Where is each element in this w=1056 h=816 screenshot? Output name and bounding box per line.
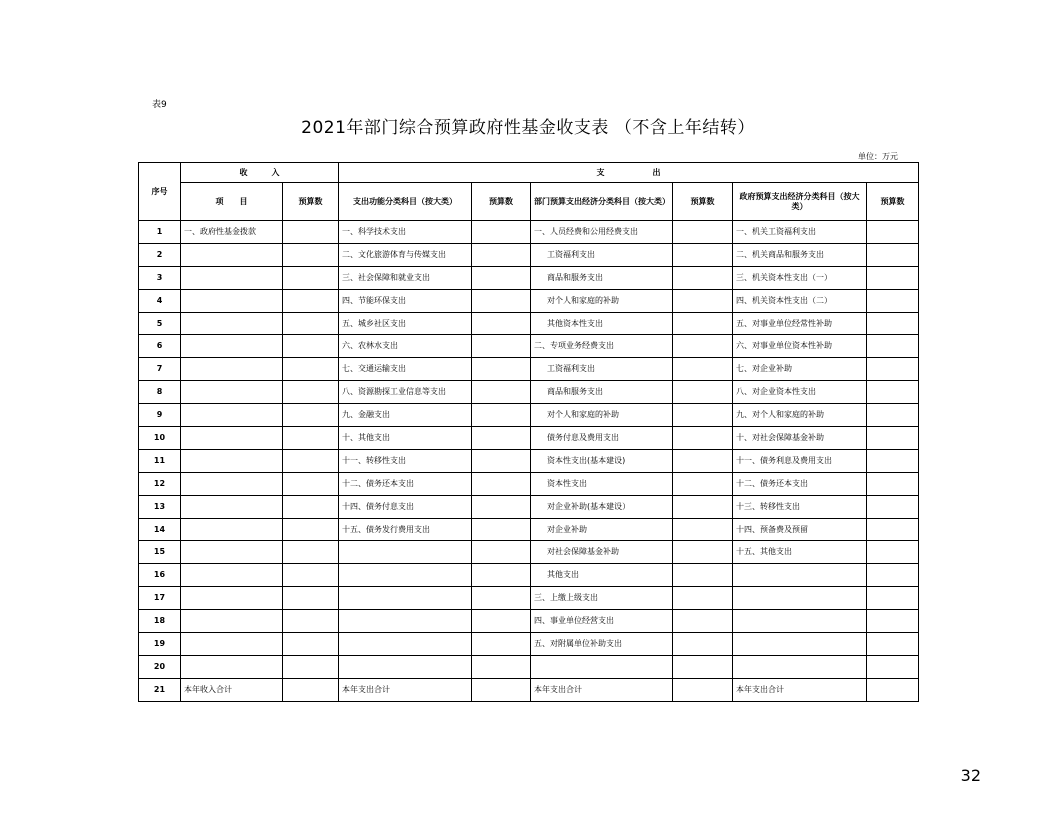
income-item-cell <box>181 289 283 312</box>
dept-budget-cell <box>673 381 733 404</box>
gov-econ-cell: 十二、债务还本支出 <box>733 472 867 495</box>
func-budget-cell <box>472 404 531 427</box>
func-class-cell: 七、交通运输支出 <box>339 358 472 381</box>
dept-econ-cell: 四、事业单位经营支出 <box>531 610 673 633</box>
func-class-cell: 二、文化旅游体育与传媒支出 <box>339 243 472 266</box>
header-budget: 预算数 <box>867 183 919 221</box>
income-budget-cell <box>283 564 339 587</box>
func-class-cell <box>339 610 472 633</box>
table-row <box>139 587 919 610</box>
unit-label: 单位：万元 <box>858 152 898 161</box>
header-budget: 预算数 <box>283 183 339 221</box>
table-row <box>139 221 919 244</box>
table-row <box>139 335 919 358</box>
func-class-cell: 一、科学技术支出 <box>339 221 472 244</box>
func-class-cell: 十、其他支出 <box>339 427 472 450</box>
gov-econ-cell: 本年支出合计 <box>733 678 867 701</box>
func-budget-cell <box>472 495 531 518</box>
table-row <box>139 472 919 495</box>
table-row <box>139 449 919 472</box>
gov-budget-cell <box>867 564 919 587</box>
func-budget-cell <box>472 564 531 587</box>
income-budget-cell <box>283 587 339 610</box>
func-class-cell: 本年支出合计 <box>339 678 472 701</box>
gov-econ-cell: 一、机关工资福利支出 <box>733 221 867 244</box>
gov-budget-cell <box>867 312 919 335</box>
table-row <box>139 381 919 404</box>
header-expense: 支 出 <box>339 163 919 183</box>
dept-budget-cell <box>673 495 733 518</box>
income-item-cell: 一、政府性基金拨款 <box>181 221 283 244</box>
dept-budget-cell <box>673 518 733 541</box>
income-item-cell <box>181 427 283 450</box>
seq-cell: 21 <box>139 678 181 701</box>
gov-econ-cell: 六、对事业单位资本性补助 <box>733 335 867 358</box>
income-item-cell <box>181 472 283 495</box>
dept-budget-cell <box>673 427 733 450</box>
func-budget-cell <box>472 472 531 495</box>
func-budget-cell <box>472 266 531 289</box>
seq-cell: 6 <box>139 335 181 358</box>
func-class-cell: 九、金融支出 <box>339 404 472 427</box>
income-item-cell <box>181 381 283 404</box>
seq-cell: 14 <box>139 518 181 541</box>
income-item-cell <box>181 449 283 472</box>
income-item-cell <box>181 358 283 381</box>
income-item-cell <box>181 518 283 541</box>
gov-econ-cell: 九、对个人和家庭的补助 <box>733 404 867 427</box>
dept-budget-cell <box>673 449 733 472</box>
gov-econ-cell: 四、机关资本性支出（二） <box>733 289 867 312</box>
gov-econ-cell <box>733 610 867 633</box>
income-budget-cell <box>283 678 339 701</box>
dept-econ-cell: 对个人和家庭的补助 <box>531 289 673 312</box>
seq-cell: 9 <box>139 404 181 427</box>
func-budget-cell <box>472 427 531 450</box>
dept-budget-cell <box>673 655 733 678</box>
income-budget-cell <box>283 655 339 678</box>
income-budget-cell <box>283 289 339 312</box>
func-class-cell <box>339 564 472 587</box>
gov-econ-cell: 二、机关商品和服务支出 <box>733 243 867 266</box>
header-gov-econ-class: 政府预算支出经济分类科目（按大类） <box>733 183 867 221</box>
seq-cell: 16 <box>139 564 181 587</box>
func-class-cell <box>339 587 472 610</box>
income-item-cell <box>181 564 283 587</box>
seq-cell: 20 <box>139 655 181 678</box>
income-budget-cell <box>283 472 339 495</box>
income-item-cell <box>181 243 283 266</box>
dept-budget-cell <box>673 312 733 335</box>
seq-cell: 11 <box>139 449 181 472</box>
dept-econ-cell: 资本性支出(基本建设) <box>531 449 673 472</box>
seq-cell: 1 <box>139 221 181 244</box>
income-item-cell <box>181 495 283 518</box>
gov-budget-cell <box>867 381 919 404</box>
income-budget-cell <box>283 633 339 656</box>
income-budget-cell <box>283 266 339 289</box>
income-budget-cell <box>283 381 339 404</box>
header-budget: 预算数 <box>673 183 733 221</box>
seq-cell: 18 <box>139 610 181 633</box>
header-income: 收 入 <box>181 163 339 183</box>
income-item-cell <box>181 335 283 358</box>
dept-budget-cell <box>673 472 733 495</box>
table-row <box>139 518 919 541</box>
gov-budget-cell <box>867 678 919 701</box>
dept-econ-cell: 其他资本性支出 <box>531 312 673 335</box>
income-budget-cell <box>283 312 339 335</box>
dept-econ-cell: 五、对附属单位补助支出 <box>531 633 673 656</box>
seq-cell: 12 <box>139 472 181 495</box>
income-item-cell <box>181 610 283 633</box>
seq-cell: 2 <box>139 243 181 266</box>
table-row <box>139 404 919 427</box>
func-budget-cell <box>472 243 531 266</box>
gov-budget-cell <box>867 358 919 381</box>
func-class-cell <box>339 655 472 678</box>
income-budget-cell <box>283 427 339 450</box>
func-class-cell: 八、资源勘探工业信息等支出 <box>339 381 472 404</box>
dept-econ-cell: 对企业补助(基本建设） <box>531 495 673 518</box>
gov-econ-cell: 十一、债务利息及费用支出 <box>733 449 867 472</box>
table-row <box>139 289 919 312</box>
dept-econ-cell: 工资福利支出 <box>531 358 673 381</box>
gov-econ-cell: 五、对事业单位经常性补助 <box>733 312 867 335</box>
page-title: 2021年部门综合预算政府性基金收支表 （不含上年结转） <box>301 118 755 138</box>
dept-econ-cell: 商品和服务支出 <box>531 381 673 404</box>
header-seq: 序号 <box>139 163 181 221</box>
header-budget: 预算数 <box>472 183 531 221</box>
income-budget-cell <box>283 610 339 633</box>
table-row <box>139 564 919 587</box>
dept-budget-cell <box>673 221 733 244</box>
gov-budget-cell <box>867 289 919 312</box>
table-row <box>139 495 919 518</box>
gov-budget-cell <box>867 587 919 610</box>
func-budget-cell <box>472 633 531 656</box>
seq-cell: 8 <box>139 381 181 404</box>
income-item-cell <box>181 312 283 335</box>
table-row <box>139 610 919 633</box>
dept-econ-cell: 对社会保障基金补助 <box>531 541 673 564</box>
seq-cell: 15 <box>139 541 181 564</box>
table-row <box>139 633 919 656</box>
dept-econ-cell: 工资福利支出 <box>531 243 673 266</box>
dept-econ-cell: 对企业补助 <box>531 518 673 541</box>
func-budget-cell <box>472 312 531 335</box>
func-budget-cell <box>472 587 531 610</box>
income-budget-cell <box>283 243 339 266</box>
seq-cell: 19 <box>139 633 181 656</box>
table-row <box>139 312 919 335</box>
seq-cell: 13 <box>139 495 181 518</box>
gov-econ-cell: 十五、其他支出 <box>733 541 867 564</box>
dept-budget-cell <box>673 587 733 610</box>
gov-budget-cell <box>867 243 919 266</box>
budget-table <box>138 162 919 702</box>
func-budget-cell <box>472 449 531 472</box>
table-number-label: 表9 <box>152 100 167 110</box>
dept-budget-cell <box>673 564 733 587</box>
dept-econ-cell: 二、专项业务经费支出 <box>531 335 673 358</box>
dept-econ-cell: 资本性支出 <box>531 472 673 495</box>
seq-cell: 4 <box>139 289 181 312</box>
dept-econ-cell: 债务付息及费用支出 <box>531 427 673 450</box>
income-item-cell <box>181 633 283 656</box>
gov-budget-cell <box>867 518 919 541</box>
func-class-cell: 六、农林水支出 <box>339 335 472 358</box>
dept-econ-cell: 对个人和家庭的补助 <box>531 404 673 427</box>
gov-budget-cell <box>867 472 919 495</box>
income-budget-cell <box>283 358 339 381</box>
func-class-cell: 十五、债务发行费用支出 <box>339 518 472 541</box>
gov-budget-cell <box>867 495 919 518</box>
income-budget-cell <box>283 495 339 518</box>
dept-budget-cell <box>673 633 733 656</box>
income-item-cell <box>181 541 283 564</box>
seq-cell: 17 <box>139 587 181 610</box>
header-item: 项 目 <box>181 183 283 221</box>
income-budget-cell <box>283 404 339 427</box>
gov-econ-cell <box>733 564 867 587</box>
dept-econ-cell: 其他支出 <box>531 564 673 587</box>
func-budget-cell <box>472 518 531 541</box>
gov-budget-cell <box>867 610 919 633</box>
income-budget-cell <box>283 449 339 472</box>
gov-budget-cell <box>867 221 919 244</box>
table-row <box>139 358 919 381</box>
gov-budget-cell <box>867 633 919 656</box>
seq-cell: 10 <box>139 427 181 450</box>
dept-budget-cell <box>673 678 733 701</box>
income-budget-cell <box>283 518 339 541</box>
func-budget-cell <box>472 358 531 381</box>
income-budget-cell <box>283 541 339 564</box>
func-class-cell: 五、城乡社区支出 <box>339 312 472 335</box>
func-budget-cell <box>472 381 531 404</box>
dept-budget-cell <box>673 243 733 266</box>
header-dept-econ-class: 部门预算支出经济分类科目（按大类） <box>531 183 673 221</box>
header-func-class: 支出功能分类科目（按大类） <box>339 183 472 221</box>
gov-econ-cell: 十、对社会保障基金补助 <box>733 427 867 450</box>
gov-econ-cell: 七、对企业补助 <box>733 358 867 381</box>
func-budget-cell <box>472 541 531 564</box>
dept-budget-cell <box>673 358 733 381</box>
income-item-cell <box>181 404 283 427</box>
page-number: 32 <box>960 766 981 785</box>
table-row <box>139 655 919 678</box>
gov-budget-cell <box>867 404 919 427</box>
func-class-cell <box>339 633 472 656</box>
gov-budget-cell <box>867 655 919 678</box>
func-class-cell: 十四、债务付息支出 <box>339 495 472 518</box>
income-budget-cell <box>283 221 339 244</box>
func-budget-cell <box>472 610 531 633</box>
gov-budget-cell <box>867 266 919 289</box>
gov-econ-cell <box>733 633 867 656</box>
gov-budget-cell <box>867 449 919 472</box>
income-item-cell: 本年收入合计 <box>181 678 283 701</box>
dept-budget-cell <box>673 266 733 289</box>
gov-budget-cell <box>867 427 919 450</box>
func-class-cell: 三、社会保障和就业支出 <box>339 266 472 289</box>
seq-cell: 5 <box>139 312 181 335</box>
func-class-cell <box>339 541 472 564</box>
dept-budget-cell <box>673 404 733 427</box>
dept-econ-cell: 三、上缴上级支出 <box>531 587 673 610</box>
gov-budget-cell <box>867 541 919 564</box>
table-row <box>139 266 919 289</box>
func-class-cell: 四、节能环保支出 <box>339 289 472 312</box>
table-row <box>139 427 919 450</box>
dept-budget-cell <box>673 610 733 633</box>
gov-budget-cell <box>867 335 919 358</box>
func-budget-cell <box>472 221 531 244</box>
func-class-cell: 十一、转移性支出 <box>339 449 472 472</box>
gov-econ-cell: 十三、转移性支出 <box>733 495 867 518</box>
dept-budget-cell <box>673 541 733 564</box>
gov-econ-cell <box>733 587 867 610</box>
func-budget-cell <box>472 655 531 678</box>
dept-econ-cell: 商品和服务支出 <box>531 266 673 289</box>
gov-econ-cell: 八、对企业资本性支出 <box>733 381 867 404</box>
seq-cell: 7 <box>139 358 181 381</box>
dept-budget-cell <box>673 335 733 358</box>
table-row <box>139 541 919 564</box>
func-class-cell: 十二、债务还本支出 <box>339 472 472 495</box>
seq-cell: 3 <box>139 266 181 289</box>
func-budget-cell <box>472 678 531 701</box>
func-budget-cell <box>472 289 531 312</box>
table-row <box>139 243 919 266</box>
gov-econ-cell: 十四、预备费及预留 <box>733 518 867 541</box>
dept-budget-cell <box>673 289 733 312</box>
dept-econ-cell: 本年支出合计 <box>531 678 673 701</box>
dept-econ-cell <box>531 655 673 678</box>
dept-econ-cell: 一、人员经费和公用经费支出 <box>531 221 673 244</box>
income-budget-cell <box>283 335 339 358</box>
gov-econ-cell <box>733 655 867 678</box>
table-row <box>139 678 919 701</box>
income-item-cell <box>181 655 283 678</box>
gov-econ-cell: 三、机关资本性支出（一） <box>733 266 867 289</box>
func-budget-cell <box>472 335 531 358</box>
income-item-cell <box>181 266 283 289</box>
income-item-cell <box>181 587 283 610</box>
